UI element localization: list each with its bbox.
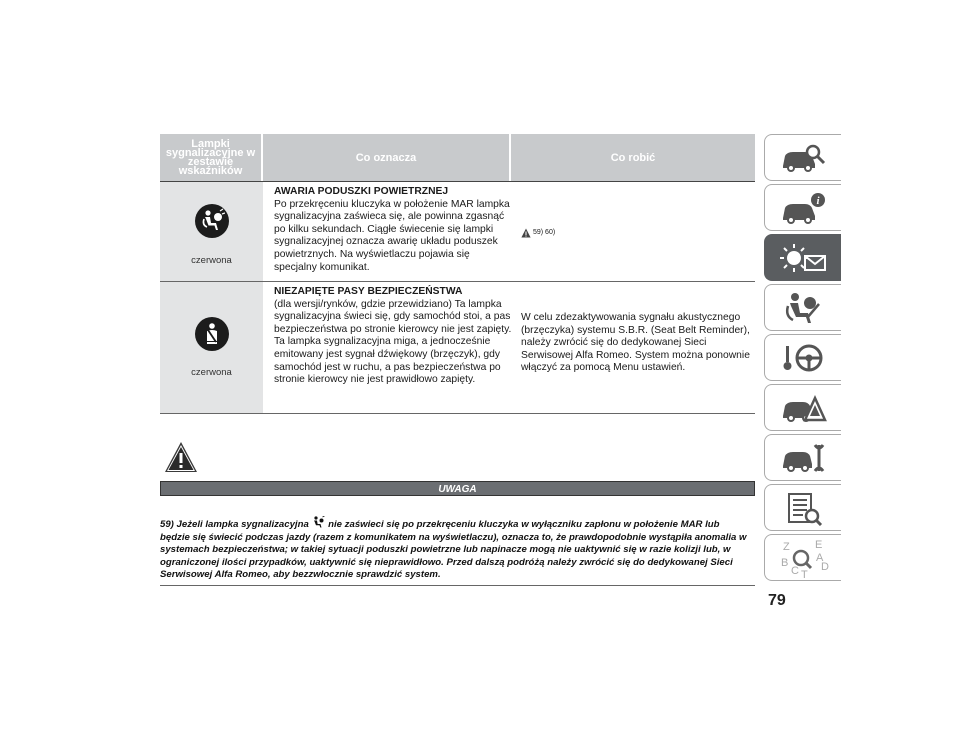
tab-specifications[interactable] bbox=[764, 484, 841, 531]
car-search-icon bbox=[779, 140, 827, 176]
index-letters-icon bbox=[773, 536, 833, 580]
warning-triangle-icon bbox=[521, 228, 531, 238]
lamp-color-label: czerwona bbox=[191, 367, 232, 378]
specifications-list-icon bbox=[779, 490, 827, 526]
row-divider bbox=[160, 413, 755, 414]
warning-note bbox=[160, 516, 750, 582]
tab-emergency[interactable] bbox=[764, 384, 841, 431]
index-letter-e: E bbox=[815, 538, 823, 551]
meaning-text: Po przekręceniu kluczyka w położenie MAR lampka sygnalizacyjna zaświeca się, ale powinna zgasnąć po kilku sekundach. Ciągłe świecenie się lampki sygnalizacyjnej oznacza awarię układu poduszek powietrznych. Na wyświetlaczu pojawia się specjalny komunikat. bbox=[274, 198, 510, 273]
index-letter-d: D bbox=[821, 560, 829, 573]
tab-safety[interactable] bbox=[764, 284, 841, 331]
warning-light-icon bbox=[777, 240, 829, 276]
meaning-cell bbox=[274, 286, 514, 387]
airbag-seat-icon bbox=[779, 290, 827, 326]
tab-car-search[interactable] bbox=[764, 134, 841, 181]
svg-text:i: i bbox=[816, 194, 820, 207]
index-letter-t: T bbox=[801, 568, 808, 580]
table-row bbox=[160, 182, 755, 290]
tab-maintenance[interactable] bbox=[764, 434, 841, 481]
page-number: 79 bbox=[768, 592, 786, 609]
warning-label: UWAGA bbox=[160, 481, 755, 496]
meaning-cell bbox=[274, 186, 514, 274]
lamp-color-label: czerwona bbox=[191, 255, 232, 266]
table-row bbox=[160, 282, 755, 413]
airbag-warning-icon bbox=[195, 204, 229, 238]
header-lamps: Lampki sygnalizacyjne w zestawie wskaźników bbox=[160, 134, 263, 181]
meaning-text: (dla wersji/rynków, gdzie przewidziano) Ta lampka sygnalizacyjna świeci się, gdy samochód stoi, a pas bezpieczeństwa po stronie kierowcy nie jest zapięty. Ta lampka sygnalizacyjna miga, a jednocześnie emitowany jest sygnał dźwiękowy (brzęczyk), gdy samochód jest w ruchu, a pas bezpieczeństwa po stronie kierowcy nie jest prawidłowo zapięty. bbox=[274, 298, 512, 386]
table-header bbox=[160, 134, 755, 181]
row-title: AWARIA PODUSZKI POWIETRZNEJ bbox=[274, 186, 449, 197]
car-info-icon bbox=[779, 190, 827, 226]
warning-triangle-icon bbox=[164, 441, 198, 478]
note-text-part2: nie zaświeci się po przekręceniu kluczyka w wyłączniku zapłonu w położenie MAR lub będzie się świecić podczas jazdy (razem z komunikatem na wyświetlaczu), oznacza to, że prawdopodobnie wystąpiła anomalia w systemach bezpieczeństwa; w takiej sytuacji poduszki powietrzne lub napinacze mogą nie uaktywnić się w razie kolizji lub, w ograniczonej ilości przypadków, uaktywnić się nieprawidłowo. Przed dalszą podróżą należy zwrócić się do dedykowanej Sieci Serwisowej Alfa Romeo, aby bezzwłocznie sprawdzić system. bbox=[160, 519, 747, 581]
warning-bottom-divider bbox=[160, 585, 755, 586]
note-text-part1: Jeżeli lampka sygnalizacyjna bbox=[176, 519, 309, 530]
action-text: W celu zdezaktywowania sygnału akustycznego (brzęczyka) systemu S.B.R. (Seat Belt Reminder), należy zwrócić się do dedykowanej Sieci Serwisowej Alfa Romeo. System można ponownie włączyć za pomocą Menu ustawień. bbox=[521, 312, 750, 374]
tab-car-info[interactable] bbox=[764, 184, 841, 231]
seatbelt-warning-icon bbox=[195, 317, 229, 351]
note-number: 59) bbox=[160, 519, 174, 530]
index-letter-z: Z bbox=[783, 540, 790, 553]
tab-driving[interactable] bbox=[764, 334, 841, 381]
action-cell bbox=[521, 227, 755, 240]
lamp-cell bbox=[160, 282, 263, 413]
airbag-inline-icon bbox=[311, 516, 325, 528]
note-reference[interactable]: 59) 60) bbox=[533, 229, 556, 236]
index-letter-b: B bbox=[781, 556, 789, 569]
header-meaning: Co oznacza bbox=[263, 134, 511, 181]
row-title: NIEZAPIĘTE PASY BEZPIECZEŃSTWA bbox=[274, 286, 463, 297]
tab-warning-lights[interactable] bbox=[764, 234, 841, 281]
car-service-wrench-icon bbox=[779, 440, 827, 476]
lamp-cell bbox=[160, 182, 263, 290]
tab-index[interactable] bbox=[764, 534, 841, 581]
header-action: Co robić bbox=[511, 134, 755, 181]
index-letter-c: C bbox=[791, 564, 799, 577]
car-breakdown-triangle-icon bbox=[779, 390, 827, 426]
index-letter-a: A bbox=[816, 551, 824, 564]
steering-wheel-icon bbox=[779, 340, 827, 376]
